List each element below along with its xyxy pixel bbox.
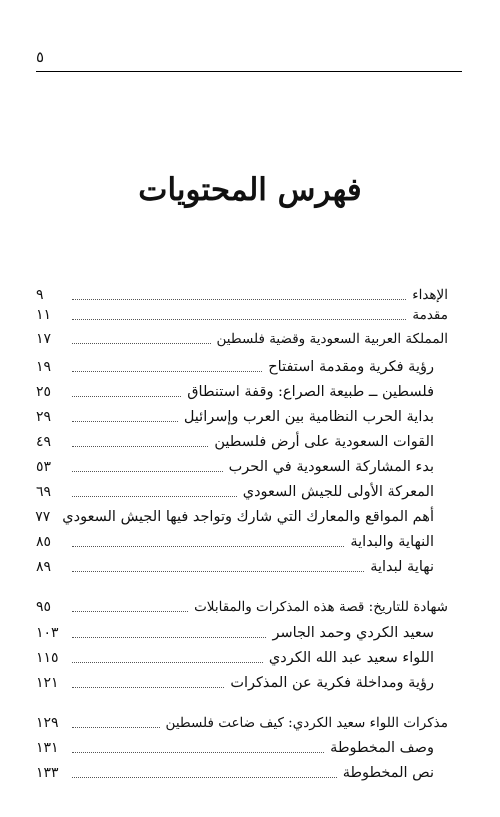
toc-entry-page: ٦٩ (36, 484, 52, 500)
toc-entry-page: ٩ (36, 287, 44, 303)
toc-entry-label: القوات السعودية على أرض فلسطين (214, 434, 434, 450)
toc-entry (36, 326, 448, 348)
toc-entry-page: ٧٧ (35, 509, 51, 525)
toc-entry (36, 354, 448, 376)
toc-dot-leader (72, 611, 188, 612)
toc-entry (36, 710, 448, 732)
toc-entry-label: أهم المواقع والمعارك التي شارك وتواجد فيها الجيش السعودي (62, 509, 434, 525)
toc-entry-page: ١٣٣ (36, 765, 59, 781)
toc-entry-page: ١٢١ (36, 675, 59, 691)
toc-entry (36, 454, 448, 476)
toc-entry (36, 302, 448, 324)
toc-dot-leader (72, 446, 208, 447)
toc-entry-label: مذكرات اللواء سعيد الكردي: كيف ضاعت فلسطين (165, 715, 448, 731)
toc-entry-label: الإهداء (412, 287, 448, 303)
toc-entry-page: ١٩ (36, 359, 52, 375)
toc-entry (36, 529, 448, 551)
toc-entry (36, 594, 448, 616)
toc-entry (36, 620, 448, 642)
toc-entry-label: بدء المشاركة السعودية في الحرب (228, 459, 434, 475)
toc-entry-page: ١١٥ (36, 650, 59, 666)
toc-entry (36, 760, 448, 782)
toc-dot-leader (72, 662, 263, 663)
toc-entry-label: رؤية فكرية ومقدمة استفتاح (268, 359, 434, 375)
toc-entry-label: المملكة العربية السعودية وقضية فلسطين (216, 331, 448, 347)
toc-dot-leader (72, 777, 337, 778)
toc-entry (36, 670, 448, 692)
toc-dot-leader (72, 546, 344, 547)
toc-entry-label: المعركة الأولى للجيش السعودي (242, 484, 434, 500)
page-number: ٥ (36, 48, 45, 66)
toc-entry-page: ١٣١ (36, 740, 59, 756)
toc-entry-page: ١٠٣ (36, 625, 59, 641)
toc-dot-leader (72, 471, 223, 472)
toc-dot-leader (72, 727, 160, 728)
toc-entry-label: فلسطين ــ طبيعة الصراع: وقفة استنطاق (187, 384, 434, 400)
toc-entry-label: شهادة للتاريخ: قصة هذه المذكرات والمقابلات (194, 599, 448, 615)
toc-entry-page: ٤٩ (36, 434, 52, 450)
toc-entry-label: اللواء سعيد عبد الله الكردي (268, 650, 434, 666)
toc-dot-leader (72, 752, 324, 753)
toc-dot-leader (72, 637, 266, 638)
toc-dot-leader (72, 371, 262, 372)
toc-entry (36, 479, 448, 501)
toc-entry-label: بداية الحرب النظامية بين العرب وإسرائيل (183, 409, 434, 425)
toc-entry (36, 429, 448, 451)
toc-dot-leader (72, 687, 224, 688)
toc-entry-label: سعيد الكردي وحمد الجاسر (272, 625, 434, 641)
toc-title: فهرس المحتويات (138, 172, 362, 208)
toc-entry (36, 404, 448, 426)
toc-entry-page: ٩٥ (36, 599, 52, 615)
toc-entry-label: رؤية ومداخلة فكرية عن المذكرات (230, 675, 434, 691)
toc-dot-leader (72, 299, 406, 300)
toc-entry (36, 645, 448, 667)
toc-entry-label: نهاية لبداية (370, 559, 434, 575)
toc-entry (36, 504, 448, 526)
header-rule (36, 71, 462, 72)
toc-entry-page: ١٧ (36, 331, 52, 347)
toc-entry-page: ١٢٩ (36, 715, 59, 731)
toc-entry-label: وصف المخطوطة (330, 740, 434, 756)
toc-entry (36, 282, 448, 304)
toc-dot-leader (72, 343, 211, 344)
toc-entry-page: ٨٥ (36, 534, 52, 550)
toc-dot-leader (72, 396, 181, 397)
toc-entry-label: مقدمة (412, 307, 448, 323)
toc-entry-page: ٨٩ (36, 559, 52, 575)
toc-dot-leader (72, 421, 178, 422)
toc-entry-label: النهاية والبداية (350, 534, 434, 550)
toc-entry-label: نص المخطوطة (342, 765, 434, 781)
toc-entry-page: ١١ (36, 307, 52, 323)
toc-dot-leader (72, 571, 364, 572)
toc-entry-page: ٥٣ (36, 459, 52, 475)
toc-dot-leader (72, 496, 237, 497)
toc-entry (36, 379, 448, 401)
toc-entry (36, 554, 448, 576)
toc-entry-page: ٢٩ (36, 409, 52, 425)
toc-entry-page: ٢٥ (36, 384, 52, 400)
toc-dot-leader (72, 319, 406, 320)
toc-entry (36, 735, 448, 757)
